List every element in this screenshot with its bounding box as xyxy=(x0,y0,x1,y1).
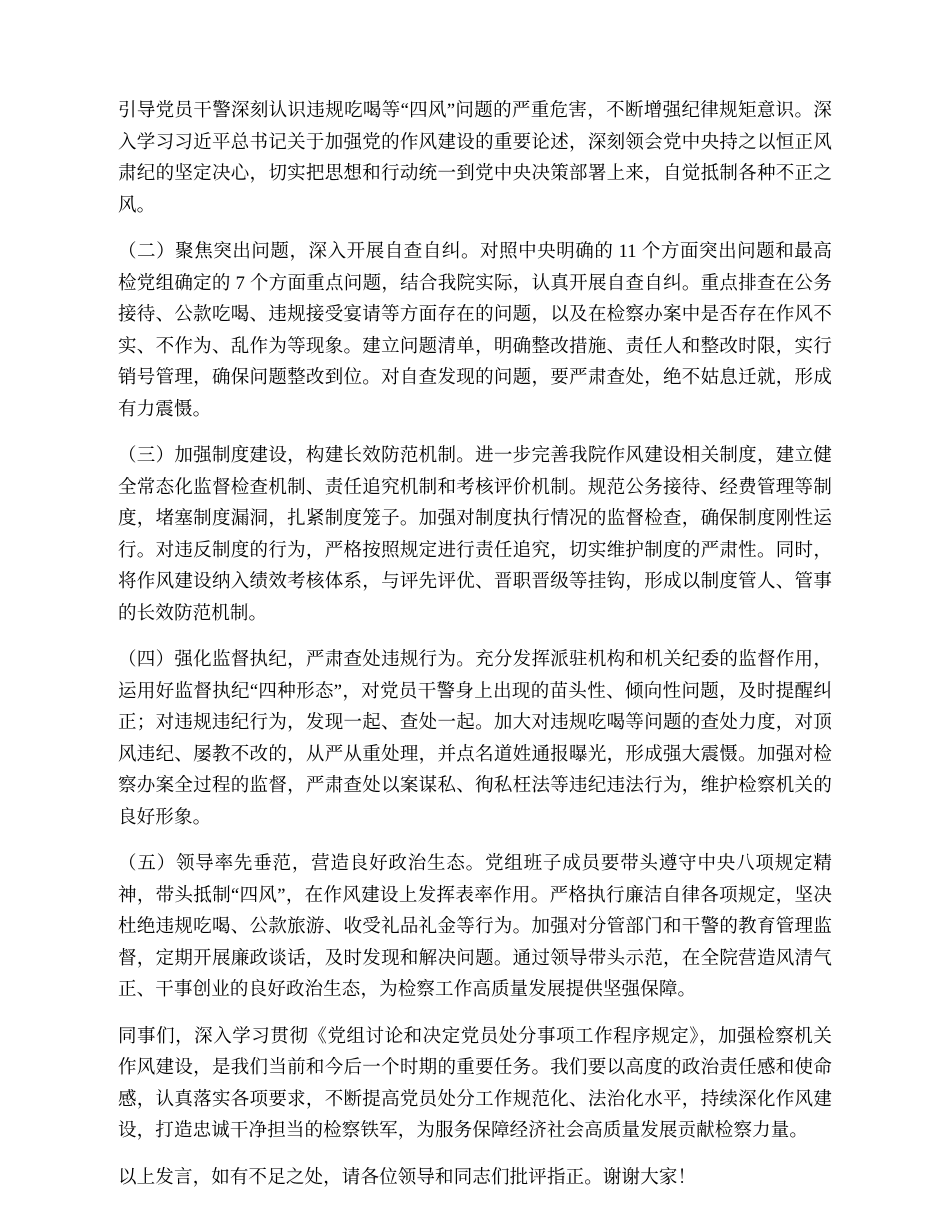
paragraph: 引导党员干警深刻认识违规吃喝等“四风”问题的严重危害，不断增强纪律规矩意识。深入学习习近平总书记关于加强党的作风建设的重要论述，深刻领会党中央持之以恒正风肃纪的坚定决心，切实把思想和行动统一到党中央决策部署上来，自觉抵制各种不正之风。 xyxy=(118,101,832,216)
paragraph: （四）强化监督执纪，严肃查处违规行为。充分发挥派驻机构和机关纪委的监督作用，运用好监督执纪“四种形态”，对党员干警身上出现的苗头性、倾向性问题，及时提醒纠正；对违规违纪行为，发现一起、查处一起。加大对违规吃喝等问题的查处力度，对顶风违纪、屡教不改的，从严从重处理，并点名道姓通报曝光，形成强大震慑。加强对检察办案全过程的监督，严肃查处以案谋私、徇私枉法等违纪违法行为，维护检察机关的良好形象。 xyxy=(118,650,832,828)
closing-paragraph: 以上发言，如有不足之处，请各位领导和同志们批评指正。谢谢大家！ xyxy=(118,1167,697,1188)
document-body xyxy=(118,96,832,1194)
paragraph: 同事们，深入学习贯彻《党组讨论和决定党员处分事项工作程序规定》，加强检察机关作风建设，是我们当前和今后一个时期的重要任务。我们要以高度的政治责任感和使命感，认真落实各项要求，不断提高党员处分工作规范化、法治化水平，持续深化作风建设，打造忠诚干净担当的检察铁军，为服务保障经济社会高质量发展贡献检察力量。 xyxy=(118,1026,832,1141)
paragraph: （三）加强制度建设，构建长效防范机制。进一步完善我院作风建设相关制度，建立健全常态化监督检查机制、责任追究机制和考核评价机制。规范公务接待、经费管理等制度，堵塞制度漏洞，扎紧制度笼子。加强对制度执行情况的监督检查，确保制度刚性运行。对违反制度的行为，严格按照规定进行责任追究，切实维护制度的严肃性。同时，将作风建设纳入绩效考核体系，与评先评优、晋职晋级等挂钩，形成以制度管人、管事的长效防范机制。 xyxy=(118,446,832,624)
paragraph: （二）聚焦突出问题，深入开展自查自纠。对照中央明确的 11 个方面突出问题和最高检党组确定的 7 个方面重点问题，结合我院实际，认真开展自查自纠。重点排查在公务接待、公款吃喝、违规接受宴请等方面存在的问题，以及在检察办案中是否存在作风不实、不作为、乱作为等现象。建立问题清单，明确整改措施、责任人和整改时限，实行销号管理，确保问题整改到位。对自查发现的问题，要严肃查处，绝不姑息迁就，形成有力震慑。 xyxy=(118,242,832,420)
paragraph: （五）领导率先垂范，营造良好政治生态。党组班子成员要带头遵守中央八项规定精神，带头抵制“四风”，在作风建设上发挥表率作用。严格执行廉洁自律各项规定，坚决杜绝违规吃喝、公款旅游、收受礼品礼金等行为。加强对分管部门和干警的教育管理监督，定期开展廉政谈话，及时发现和解决问题。通过领导带头示范，在全院营造风清气正、干事创业的良好政治生态，为检察工作高质量发展提供坚强保障。 xyxy=(118,854,832,1000)
